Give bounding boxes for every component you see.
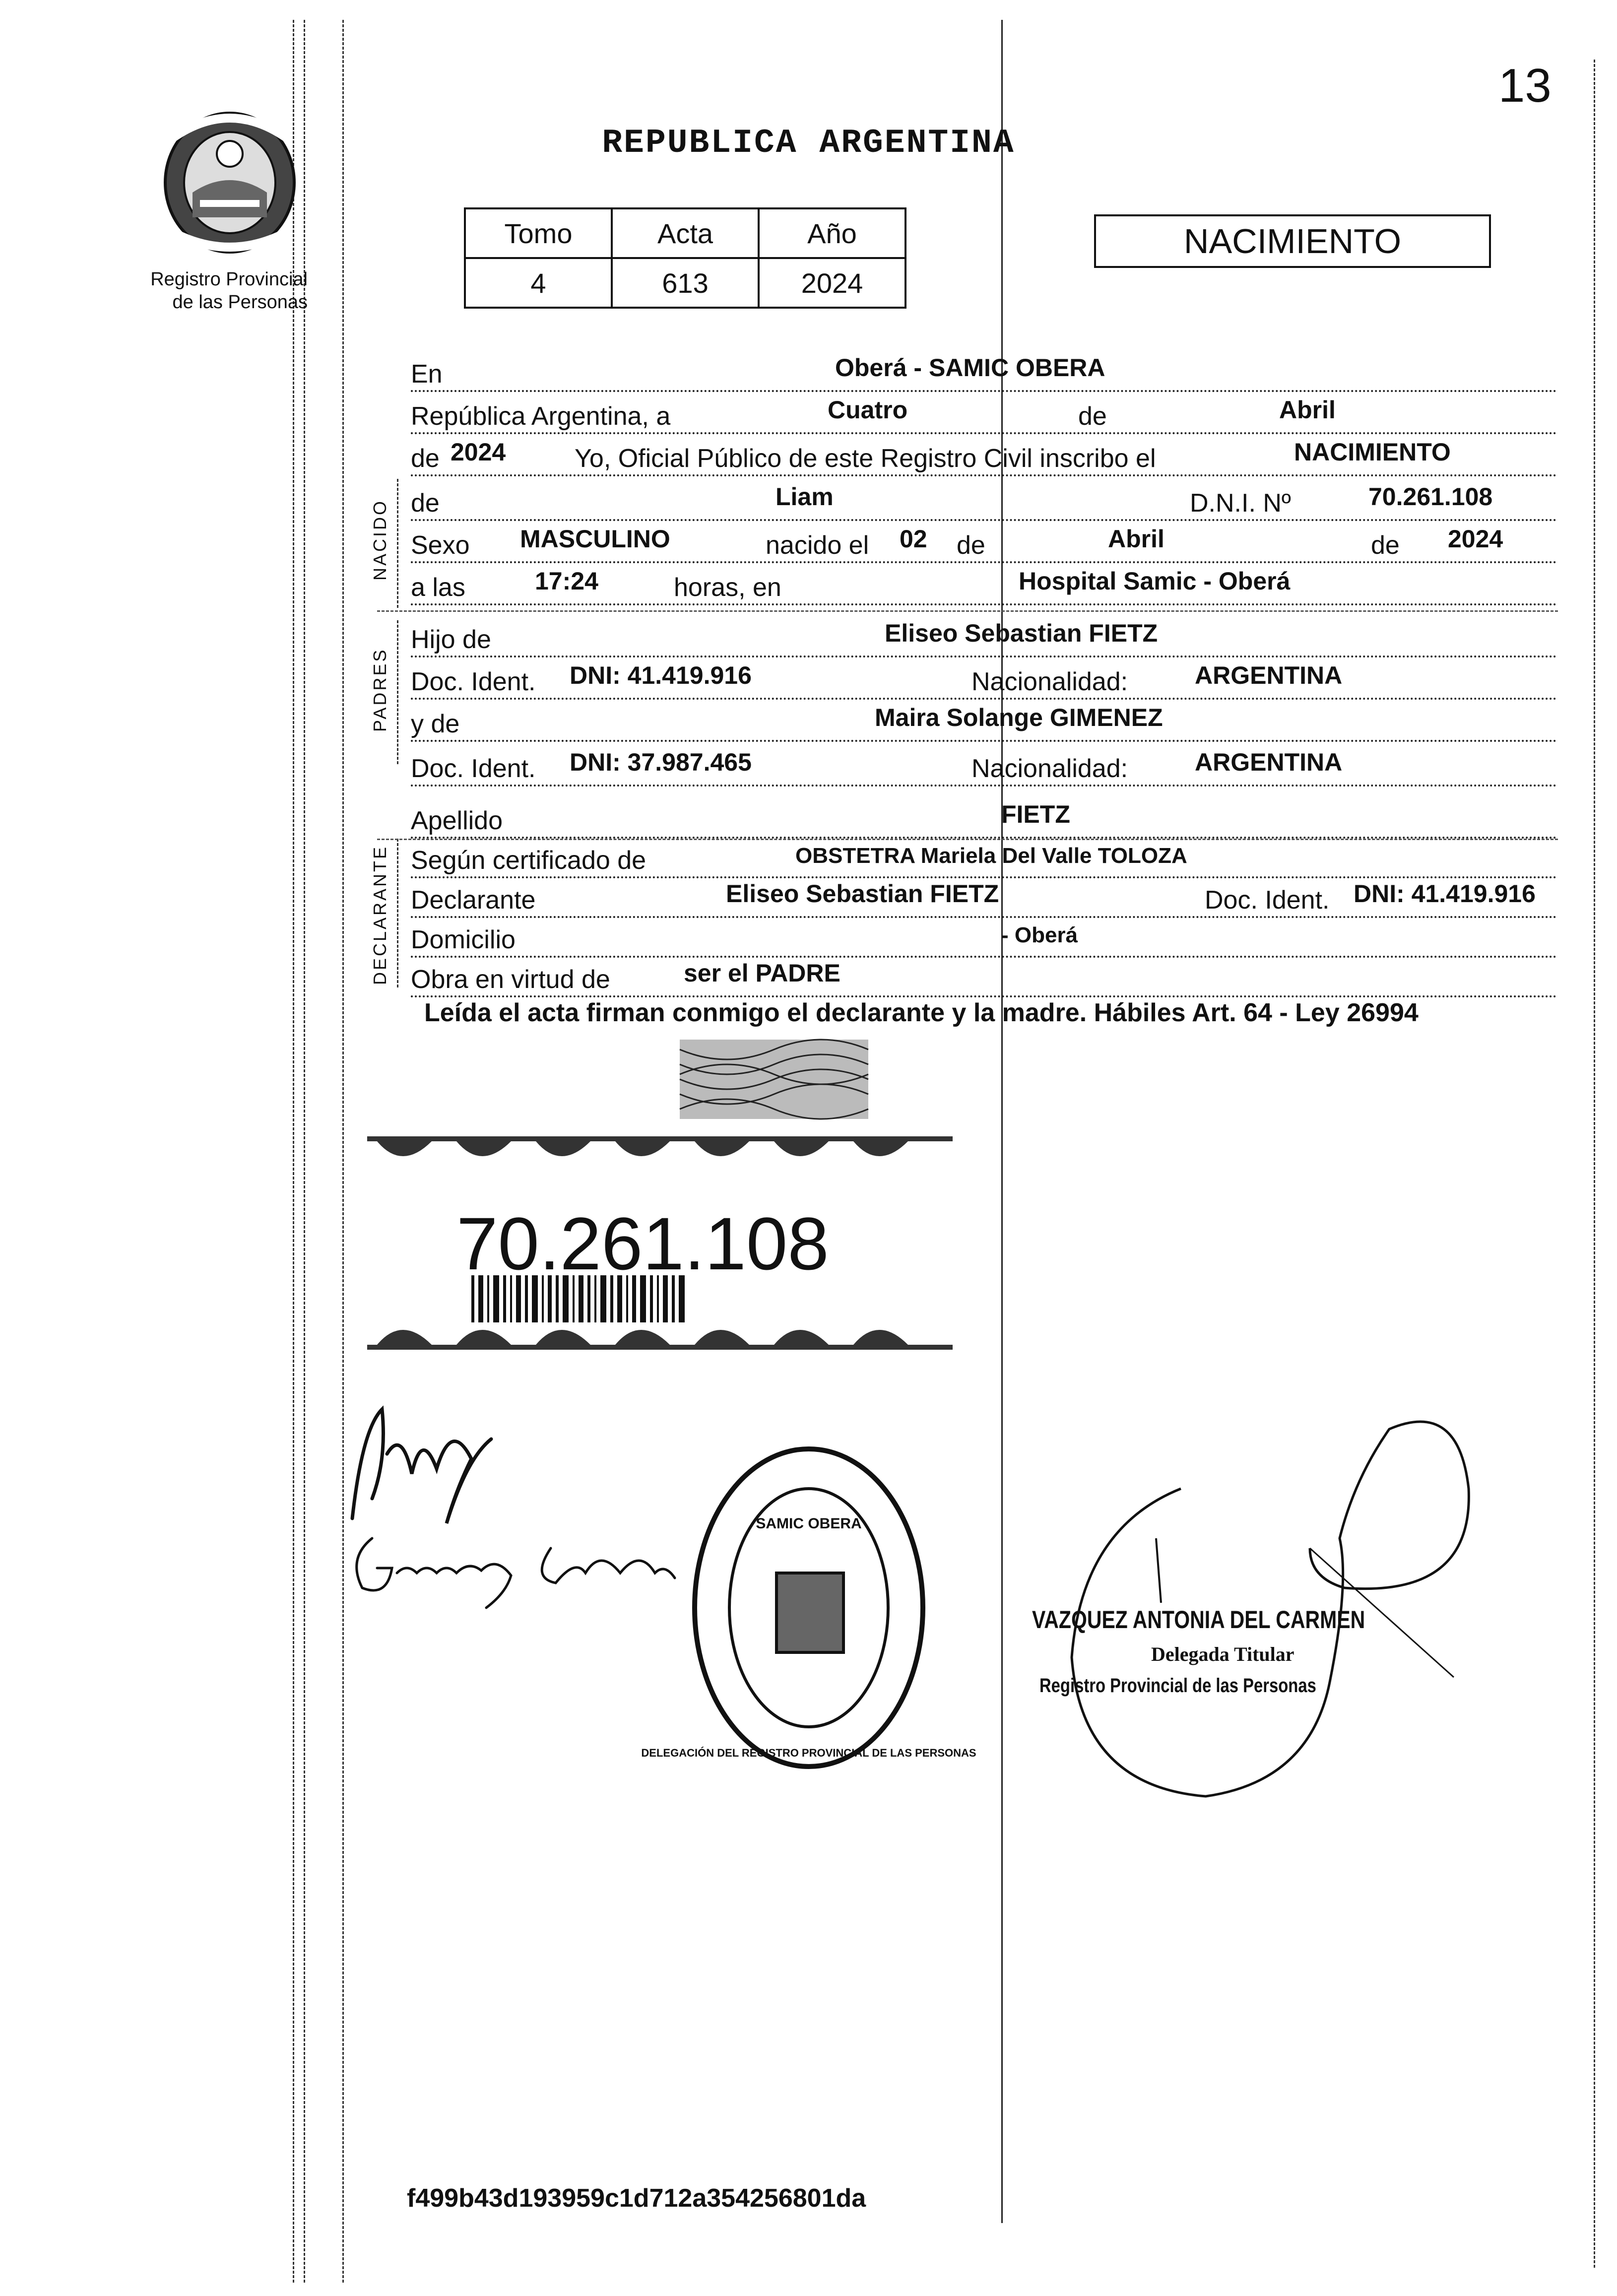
value-nombre: Liam (776, 483, 834, 511)
value-anio-nac: 2024 (1448, 525, 1503, 553)
record-table-header: Tomo (465, 208, 612, 258)
label-nacionalidad: Nacionalidad: (971, 754, 1128, 783)
label-domicilio: Domicilio (411, 925, 516, 954)
document-title: REPUBLICA ARGENTINA (602, 124, 1015, 162)
label-sexo: Sexo (411, 531, 470, 560)
label-de: de (411, 489, 440, 518)
registry-caption (124, 268, 308, 314)
closing-note: Leída el acta firman conmigo el declarante y la madre. Hábiles Art. 64 - Ley 26994 (424, 998, 1419, 1027)
record-table-cell: 4 (465, 258, 612, 308)
row-madre-doc (411, 742, 1557, 787)
label-nacionalidad: Nacionalidad: (971, 667, 1128, 696)
section-label-declarante: DECLARANTE (370, 845, 390, 985)
seal-inner-text: SAMIC OBERA (756, 1515, 862, 1532)
label-declarante: Declarante (411, 886, 536, 915)
label-de: de (1371, 531, 1400, 560)
value-madre-nac: ARGENTINA (1195, 748, 1343, 776)
value-hora: 17:24 (535, 567, 598, 595)
section-divider (377, 610, 1558, 612)
value-padre-nac: ARGENTINA (1195, 661, 1343, 689)
label-en: En (411, 360, 443, 389)
value-madre: Maira Solange GIMENEZ (875, 704, 1163, 731)
father-signature (342, 1399, 506, 1528)
record-table (464, 207, 906, 309)
label-obra: Obra en virtud de (411, 965, 610, 994)
row-padre-doc (411, 655, 1557, 700)
row-sexo (411, 519, 1557, 563)
document-hash: f499b43d193959c1d712a354256801da (407, 2184, 866, 2213)
left-margin-line (293, 20, 294, 2283)
section-label-padres: PADRES (370, 648, 390, 732)
official-name: VAZQUEZ ANTONIA DEL CARMEN (1032, 1606, 1365, 1634)
section-bracket-padres (397, 620, 398, 764)
record-kind-box: NACIMIENTO (1094, 214, 1491, 268)
value-sexo: MASCULINO (520, 525, 670, 553)
page-number: 13 (1498, 59, 1552, 112)
label-dni: D.N.I. Nº (1190, 489, 1291, 518)
label-de: de (411, 444, 440, 473)
row-republica (411, 390, 1557, 434)
inner-margin-line (342, 20, 344, 2283)
label-doc-ident: Doc. Ident. (411, 754, 536, 783)
value-lugar: Oberá - SAMIC OBERA (835, 354, 1105, 382)
label-yo: Yo, Oficial Público de este Registro Civil inscribo el (575, 444, 1156, 473)
value-madre-doc: DNI: 37.987.465 (570, 748, 752, 776)
mother-signature (342, 1518, 690, 1618)
security-stamp (680, 1040, 868, 1119)
registry-caption-line2: de las Personas (172, 292, 308, 313)
label-republica: República Argentina, a (411, 402, 671, 431)
label-y-de: y de (411, 710, 460, 738)
row-en (411, 347, 1557, 392)
value-dia-nac: 02 (900, 525, 927, 553)
left-margin-line-2 (304, 20, 305, 2283)
label-horas-en: horas, en (674, 573, 781, 602)
value-mes-nac: Abril (1108, 525, 1164, 553)
label-segun: Según certificado de (411, 846, 647, 875)
row-y-de (411, 697, 1557, 742)
seal-outer-text: DELEGACIÓN DEL REGISTRO PROVINCIAL DE LAS PERSONAS (641, 1747, 976, 1759)
value-declarante: Eliseo Sebastian FIETZ (726, 880, 999, 908)
row-domicilio (411, 913, 1557, 958)
record-table-header: Acta (612, 208, 759, 258)
section-bracket-nacido (397, 479, 398, 608)
label-hijo-de: Hijo de (411, 625, 491, 654)
value-tipo: NACIMIENTO (1294, 438, 1451, 466)
row-hora (411, 561, 1557, 605)
label-doc-ident: Doc. Ident. (411, 667, 536, 696)
value-dia-inscripcion: Cuatro (828, 396, 908, 424)
value-lugar-nac: Hospital Samic - Oberá (1019, 567, 1291, 595)
label-de: de (957, 531, 985, 560)
label-doc-ident: Doc. Ident. (1205, 886, 1330, 915)
row-yo (411, 432, 1557, 476)
official-seal (641, 1439, 976, 1776)
value-declarante-doc: DNI: 41.419.916 (1354, 880, 1536, 908)
section-label-nacido: NACIDO (370, 499, 390, 581)
value-padre-doc: DNI: 41.419.916 (570, 661, 752, 689)
label-apellido: Apellido (411, 806, 503, 835)
value-anio-inscripcion: 2024 (451, 438, 506, 466)
right-margin-line (1594, 60, 1595, 2268)
id-sticker-number: 70.261.108 (456, 1202, 829, 1285)
row-hijo-de (411, 613, 1557, 657)
value-certificado: OBSTETRA Mariela Del Valle TOLOZA (795, 844, 1187, 868)
section-bracket-declarante (397, 839, 398, 987)
label-nacido-el: nacido el (766, 531, 869, 560)
official-role: Delegada Titular (1151, 1643, 1294, 1665)
row-declarante (411, 873, 1557, 918)
value-mes-inscripcion: Abril (1279, 396, 1336, 424)
record-table-header: Año (759, 208, 906, 258)
label-de: de (1078, 402, 1107, 431)
row-nombre (411, 476, 1557, 521)
row-obra (411, 953, 1557, 997)
value-domicilio: - Oberá (1001, 923, 1078, 947)
registry-caption-line1: Registro Provincial (150, 269, 308, 290)
row-segun (411, 834, 1557, 878)
row-apellido (411, 794, 1557, 839)
record-table-cell: 2024 (759, 258, 906, 308)
official-office: Registro Provincial de las Personas (1039, 1675, 1316, 1697)
value-apellido: FIETZ (1001, 800, 1070, 828)
label-a-las: a las (411, 573, 465, 602)
record-table-cell: 613 (612, 258, 759, 308)
value-padre: Eliseo Sebastian FIETZ (885, 619, 1158, 647)
value-dni: 70.261.108 (1368, 483, 1493, 511)
value-obra: ser el PADRE (684, 959, 841, 987)
